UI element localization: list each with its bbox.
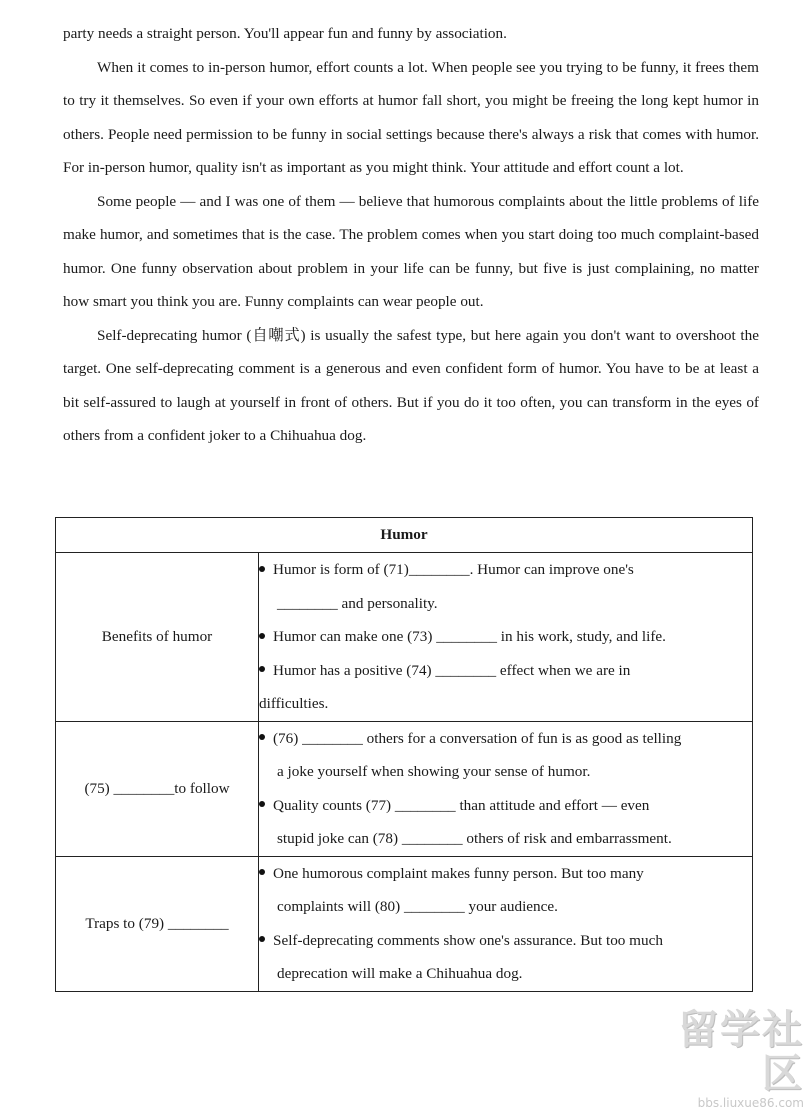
bullet-item [259,654,752,721]
bullet-dot-icon [259,801,265,807]
paragraph-1: party needs a straight person. You'll appear fun and funny by association. [63,25,507,42]
bullet-item [259,722,752,789]
bullet-text: Humor is form of (71)________. Humor can improve one's [273,561,634,578]
bullet-item [259,553,752,620]
bullet-text: Quality counts (77) ________ than attitude and effort — even [273,796,650,814]
row-label-traps: Traps to (79) ________ [56,856,259,991]
watermark-url: bbs.liuxue86.com [697,1096,804,1110]
bullet-dot-icon [259,566,265,572]
watermark-logo-text: 留学社区 [678,1007,804,1097]
reading-passage [63,17,759,453]
bullet-text: One humorous complaint makes funny person. But too many [273,864,644,882]
bullet-text-continued: complaints will (80) ________ your audience. [277,898,558,915]
row-label-benefits: Benefits of humor [56,553,259,722]
table-row [56,856,753,991]
table-row [56,721,753,856]
bullet-dot-icon [259,666,265,672]
bullet-item [259,857,752,924]
bullet-text-continued: deprecation will make a Chihuahua dog. [277,965,523,982]
bullet-dot-icon [259,936,265,942]
bullet-dot-icon [259,734,265,740]
paragraph-4: Self-deprecating humor (自嘲式) is usually the safest type, but here again you don't want to overshoot the target. One self-deprecating comment is a generous and even confident form of humor. You have to be at least a bit self-assured to laugh at yourself in front of others. But if you do it too often, you can transform in the eyes of others from a confident joker to a Chihuahua dog. [63,326,759,444]
table-row [56,553,753,722]
bullet-text-continued: stupid joke can (78) ________ others of risk and embarrassment. [277,830,672,847]
bullet-text: Humor can make one (73) ________ in his work, study, and life. [273,628,666,645]
bullet-text-continued: a joke yourself when showing your sense of humor. [277,763,591,780]
bullet-dot-icon [259,633,265,639]
table-title-row [56,518,753,553]
bullet-text: (76) ________ others for a conversation of fun is as good as telling [273,729,682,747]
site-watermark [644,1007,804,1110]
bullet-text-continued: ________ and personality. [277,594,438,612]
paragraph-2: When it comes to in-person humor, effort counts a lot. When people see you trying to be funny, it frees them to try it themselves. So even if your own efforts at humor fall short, you might be freeing the long kept humor in others. People need permission to be funny in social settings because there's always a risk that comes with humor. For in-person humor, quality isn't as important as you might think. Your attitude and effort count a lot. [63,58,759,176]
bullet-item [259,620,752,654]
row-content-traps [259,856,753,991]
bullet-text: Self-deprecating comments show one's assurance. But too much [273,931,663,949]
row-content-benefits [259,553,753,722]
humor-summary-table [55,517,753,992]
row-label-to-follow: (75) ________to follow [56,721,259,856]
bullet-dot-icon [259,869,265,875]
bullet-text: Humor has a positive (74) ________ effect when we are in [273,661,631,679]
paragraph-3: Some people — and I was one of them — believe that humorous complaints about the little problems of life make humor, and sometimes that is the case. The problem comes when you start doing too much complaint-based humor. One funny observation about problem in your life can be funny, but five is just complaining, no matter how smart you think you are. Funny complaints can wear people out. [63,192,759,310]
bullet-text-continued: difficulties. [259,695,329,712]
table-title: Humor [56,518,753,553]
row-content-to-follow [259,721,753,856]
bullet-item [259,924,752,991]
bullet-item [259,789,752,856]
